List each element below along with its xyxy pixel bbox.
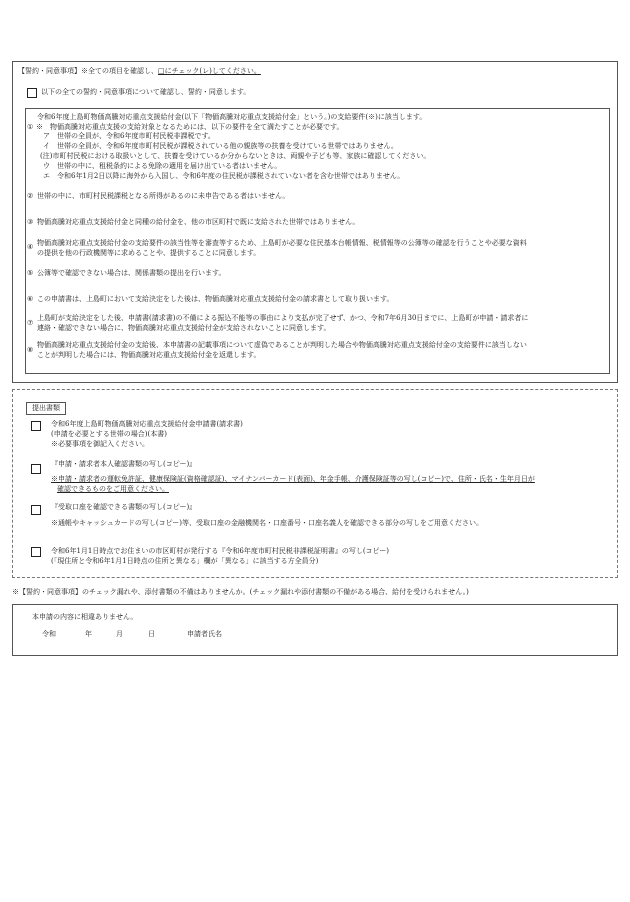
item1-i: イ 世帯の全員が、令和6年度市町村民税が課税されている他の親族等の扶養を受けている世帯ではありません。 (43, 142, 398, 150)
item1-u: ウ 世帯の中に、租税条約による免除の適用を届け出ている者はいません。 (43, 162, 282, 170)
date-reiwa-label: 令和 (42, 630, 56, 638)
item3: 物価高騰対応重点支援給付金と同種の給付金を、他の市区町村で既に支給された世帯ではありません。 (37, 218, 360, 226)
doc4-line2: (「現住所と令和6年1月1日時点の住所と異なる」欄が「異なる」に該当する方全員分) (51, 557, 319, 565)
doc2-line1: ※申請・請求者の運転免許証、健康保険証(資格確認証)、マイナンバーカード(表面)、年金手帳、介護保険証等の写し(コピー)で、住所・氏名・生年月日が (51, 475, 535, 483)
date-month-label: 月 (116, 630, 123, 638)
item4-num: ④ (27, 243, 34, 251)
agree-all-checkbox[interactable] (27, 88, 37, 98)
doc4-checkbox[interactable] (31, 547, 41, 557)
item8-line2: ことが判明した場合には、物価高騰対応重点支援給付金を返還します。 (37, 351, 261, 359)
doc1-checkbox[interactable] (31, 421, 41, 431)
doc2-title: 『申請・請求者本人確認書類の写し(コピー)』 (51, 460, 197, 468)
item5-num: ⑤ (27, 269, 34, 277)
item1-chu: (注)市町村民税における取扱いとして、扶養を受けているか分からないときは、両親や子ども等、家族に確認してください。 (40, 152, 431, 160)
item6-num: ⑥ (27, 295, 34, 303)
applicant-name-label: 申請者氏名 (187, 630, 222, 638)
doc1-line2: (申請を必要とする世帯の場合)(本書) (51, 430, 167, 438)
item1-num: ① (27, 123, 34, 131)
item2: 世帯の中に、市町村民税課税となる所得があるのに未申告である者はいません。 (37, 192, 290, 200)
doc1-line3: ※必要事項を御記入ください。 (51, 440, 149, 448)
documents-title: 提出書類 (26, 402, 66, 415)
date-year-label: 年 (85, 630, 92, 638)
item7-line2: 連絡・確認できない場合に、物価高騰対応重点支援給付金が支給されないことに同意します。 (37, 324, 331, 332)
doc1-line1: 令和6年度上島町物価高騰対応重点支援給付金申請書(請求書) (51, 420, 243, 428)
item7-line1: 上島町が支給決定をした後、申請書(請求書)の不備による振込不能等の事由により支払が完了せず、かつ、令和7年6月30日までに、上島町が申請・請求者に (37, 314, 529, 322)
item8-line1: 物価高騰対応重点支援給付金の支給後、本申請書の記載事項について虚偽であることが判明した場合や物価高騰対応重点支援給付金の支給要件に該当しない (37, 341, 527, 349)
check-notice: ※【誓約・同意事項】のチェック漏れや、添付書類の不備はありませんか。(チェック漏れや添付書類の不備がある場合、給付を受けられません。) (12, 588, 469, 596)
doc2-line2: 確認できるものをご用意ください。 (57, 485, 169, 493)
item2-num: ② (27, 192, 34, 200)
item1-e: エ 令和6年1月2日以降に海外から入国し、令和6年度の住民税が課税されていない者を含む世帯ではありません。 (43, 172, 405, 180)
doc3-line1: ※通帳やキャッシュカードの写し(コピー)等、受取口座の金融機関名・口座番号・口座名義人を確認できる部分の写しをご用意ください。 (51, 519, 484, 527)
item8-num: ⑧ (27, 346, 34, 354)
doc4-line1: 令和6年1月1日時点でお住まいの市区町村が発行する『令和6年度市町村民税非課税証明書』の写し(コピー) (51, 547, 389, 555)
item1-a: ア 世帯の全員が、令和6年度市町村民税非課税です。 (43, 132, 215, 140)
doc3-checkbox[interactable] (31, 505, 41, 515)
agree-all-label: 以下の全ての誓約・同意事項について確認し、誓約・同意します。 (41, 88, 251, 96)
date-day-label: 日 (148, 630, 155, 638)
item3-num: ③ (27, 218, 34, 226)
signature-section (12, 604, 618, 656)
doc3-title: 『受取口座を確認できる書類の写し(コピー)』 (51, 503, 197, 511)
item1-note: ※ 物価高騰対応重点支援の支給対象となるためには、以下の要件を全て満たすことが必要です。 (36, 123, 344, 131)
doc2-checkbox[interactable] (31, 464, 41, 474)
item6: この申請書は、上島町において支給決定をした後は、物価高騰対応重点支援給付金の請求書として取り扱います。 (37, 295, 394, 303)
item1-intro: 令和6年度上島町物価高騰対応重点支援給付金(以下「物価高騰対応重点支援給付金」という。)の支給要件(※)に該当します。 (37, 113, 427, 121)
pledge-header: 【誓約・同意事項】※全ての項目を確認し、□にチェック(レ)してください。 (18, 67, 261, 75)
item5: 公簿等で確認できない場合は、関係書類の提出を行います。 (37, 269, 226, 277)
item7-num: ⑦ (27, 319, 34, 327)
item4-line2: の提供を他の行政機関等に求めることや、提供することに同意します。 (37, 249, 261, 257)
item4-line1: 物価高騰対応重点支援給付金の支給要件の該当性等を審査等するため、上島町が必要な住民基本台帳情報、税情報等の公簿等の確認を行うことや必要な資料 (37, 239, 527, 247)
signature-statement: 本申請の内容に相違ありません。 (32, 613, 138, 621)
